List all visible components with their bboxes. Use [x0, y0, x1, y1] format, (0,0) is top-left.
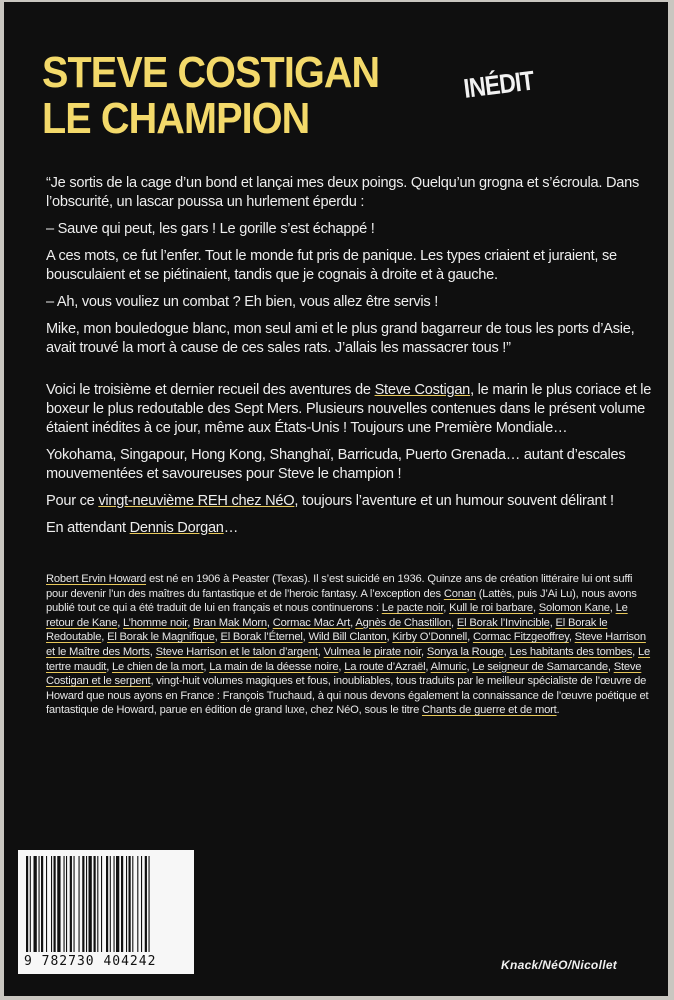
- barcode-bar: [110, 856, 111, 952]
- barcode-bar: [46, 856, 47, 952]
- barcode-bar: [137, 856, 138, 952]
- conan-title: Conan: [443, 587, 476, 600]
- book-title-link: Cormac Mac Art: [272, 616, 351, 629]
- book-title-link: Wild Bill Clanton: [308, 631, 387, 644]
- barcode-bar: [116, 856, 119, 952]
- description-paragraph-4: [46, 519, 654, 538]
- barcode-bar: [74, 856, 75, 952]
- quote-paragraph-4: – Ah, vous vouliez un combat ? Eh bien, vous allez être servis !: [46, 294, 439, 310]
- book-title-link: El Borak le Redoutable: [46, 616, 608, 644]
- description-paragraph-1: [46, 381, 654, 438]
- book-title-link: Kull le roi barbare: [449, 602, 533, 615]
- quote-paragraph-2: – Sauve qui peut, les gars ! Le gorille s’est échappé !: [46, 221, 375, 237]
- barcode-bar: [132, 856, 133, 952]
- barcode-bar: [34, 856, 37, 952]
- isbn-number: 9 782730 404242: [24, 954, 157, 969]
- barcode-bar: [82, 856, 84, 952]
- desc-text: Pour ce: [46, 493, 99, 509]
- book-title-link: Le tertre maudit: [46, 645, 651, 673]
- book-title-link: Almuric: [430, 660, 467, 673]
- bio-end: .: [556, 704, 560, 717]
- title-line-1: STEVE COSTIGAN: [42, 48, 380, 97]
- bio-outro: , vingt-huit volumes magiques et fous, inoubliables, tous traduits par le meilleur spécialiste de l’œuvre de Howard que nous ayons en France : François Truchaud, à qui nous devons également la connaissance de l’œuvre poétique et fantastique de Howard, parue en édition de grand luxe, chez NéO, sous le titre: [46, 675, 649, 717]
- publisher-imprint: Knack/NéO/Nicollet: [501, 958, 618, 972]
- quote-paragraph-5: Mike, mon bouledogue blanc, mon seul ami et le plus grand bagarreur de tous les ports d’Asie, avait trouvé la mort à cause de ces sales rats. J’allais les massacrer tous !”: [46, 321, 635, 356]
- book-title-link: Solomon Kane: [538, 602, 610, 615]
- book-title-link: Le chien de la mort: [112, 660, 204, 673]
- book-title-link: La route d’Azraël: [344, 660, 426, 673]
- barcode-bar: [129, 856, 131, 952]
- link-reh-neo: vingt-neuvième REH chez NéO: [98, 493, 295, 509]
- barcode-bar: [70, 856, 72, 952]
- barcode-bar: [54, 856, 56, 952]
- book-title-link: Steve Costigan et le serpent: [46, 660, 642, 688]
- barcode-bar: [57, 856, 60, 952]
- barcode: [18, 850, 194, 974]
- book-title: [42, 50, 379, 142]
- barcode-bar: [94, 856, 96, 952]
- link-dennis-dorgan: Dennis Dorgan: [129, 520, 224, 536]
- barcode-bar: [39, 856, 40, 952]
- bio-intro: est né en 1906 à Peaster (Texas). Il s’est suicidé en 1936. Quinze ans de création littéraire lui ont suffi pour devenir l’un des maîtres du fantastique et de l’heroic fantasy. A l’exception des: [46, 573, 633, 600]
- book-title-link: Le pacte noir: [381, 602, 444, 615]
- barcode-bar: [79, 856, 80, 952]
- book-title-link: Kirby O’Donnell: [392, 631, 468, 644]
- barcode-bar: [64, 856, 65, 952]
- book-title-link: Bran Mak Morn: [193, 616, 267, 629]
- author-bio: [46, 572, 656, 718]
- quote-paragraph-1: “Je sortis de la cage d’un bond et lançai mes deux poings. Quelqu’un grogna et s’écroula. Dans l’obscurité, un lascar poussa un hurlement éperdu :: [46, 175, 640, 210]
- published-titles-list: Le pacte noir, Kull le roi barbare, Solomon Kane, Le retour de Kane, L’homme noir, Bran Mak Morn, Cormac Mac Art, Agnès de Chastillon, El Borak l’Invincible, El Borak le Redoutable, El Borak le Magnifique, El Borak l’Éternel, Wild Bill Clanton, Kirby O’Donnell, Cormac Fitzgeoffrey, Steve Harrison et le Maître des Morts, Steve Harrison et le talon d’argent, Vulmea le pirate noir, Sonya la Rouge, Les habitants des tombes, Le tertre maudit, Le chien de la mort, La main de la déesse noire, La route d’Azraël, Almuric, Le seigneur de Samarcande, Steve Costigan et le serpent: [46, 602, 651, 688]
- book-title-link: Le seigneur de Samarcande: [472, 660, 608, 673]
- barcode-bar: [121, 856, 123, 952]
- book-title-link: Le retour de Kane: [46, 602, 628, 629]
- bio-intro-2: (Lattès, puis J’Ai Lu), nous avons publié tout ce qui a été traduit de lui en français et nous continuerons :: [46, 587, 637, 615]
- book-title-link: Cormac Fitzgeoffrey: [472, 631, 569, 644]
- barcode-bar: [51, 856, 52, 952]
- barcode-bar: [126, 856, 127, 952]
- barcode-bar: [106, 856, 108, 952]
- quote-paragraph-3: A ces mots, ce fut l’enfer. Tout le monde fut pris de panique. Les types criaient et juraient, se bousculaient et se piétinaient, tandis que je cognais à droite et à gauche.: [46, 248, 617, 283]
- book-title-link: Sonya la Rouge: [426, 645, 504, 658]
- desc-text: , le marin le plus coriace et le boxeur le plus redoutable des Sept Mers. Plusieurs nouvelles contenues dans le présent volume étaient inédites à ce jour, même aux États-Unis ! Toujours une Première Mondiale…: [46, 382, 652, 436]
- book-title-link: La main de la déesse noire: [209, 660, 339, 673]
- barcode-bar: [141, 856, 142, 952]
- barcode-bar: [101, 856, 102, 952]
- barcode-bar: [66, 856, 67, 952]
- description-paragraph-2: Yokohama, Singapour, Hong Kong, Shanghaï, Barricuda, Puerto Grenada… autant d’escales mouvementées et savoureuses pour Steve le champion !: [46, 447, 626, 482]
- barcode-bars: [24, 856, 188, 952]
- barcode-bar: [41, 856, 43, 952]
- barcode-bar: [86, 856, 87, 952]
- link-steve-costigan: Steve Costigan: [374, 382, 471, 398]
- excerpt-quote: [46, 174, 654, 366]
- book-title-link: Steve Harrison et le talon d’argent: [155, 645, 318, 658]
- chants-title: Chants de guerre et de mort: [422, 704, 557, 717]
- title-line-2: LE CHAMPION: [42, 94, 310, 143]
- desc-text: Voici le troisième et dernier recueil des aventures de: [46, 382, 375, 398]
- barcode-bar: [97, 856, 98, 952]
- barcode-bar: [30, 856, 31, 952]
- book-title-link: Steve Harrison et le Maître des Morts: [46, 631, 646, 658]
- book-title-link: Vulmea le pirate noir: [323, 645, 421, 658]
- barcode-bar: [145, 856, 147, 952]
- book-title-link: El Borak le Magnifique: [107, 631, 215, 644]
- barcode-bar: [89, 856, 92, 952]
- desc-text: …: [223, 520, 239, 536]
- description-paragraph-3: [46, 492, 654, 511]
- book-title-link: El Borak l’Éternel: [220, 631, 303, 644]
- book-back-cover: [4, 2, 668, 996]
- barcode-bar: [114, 856, 115, 952]
- book-description: [46, 381, 654, 546]
- barcode-bar: [149, 856, 150, 952]
- inedit-badge: INÉDIT: [462, 65, 536, 104]
- book-title-link: Les habitants des tombes: [509, 645, 633, 658]
- book-title-link: Agnès de Chastillon: [355, 616, 452, 629]
- barcode-bar: [26, 856, 28, 952]
- book-title-link: El Borak l’Invincible: [456, 616, 550, 629]
- desc-text: , toujours l’aventure et un humour souvent délirant !: [294, 493, 614, 509]
- desc-text: En attendant: [46, 520, 130, 536]
- author-name: Robert Ervin Howard: [46, 573, 147, 585]
- book-title-link: L’homme noir: [123, 616, 188, 629]
